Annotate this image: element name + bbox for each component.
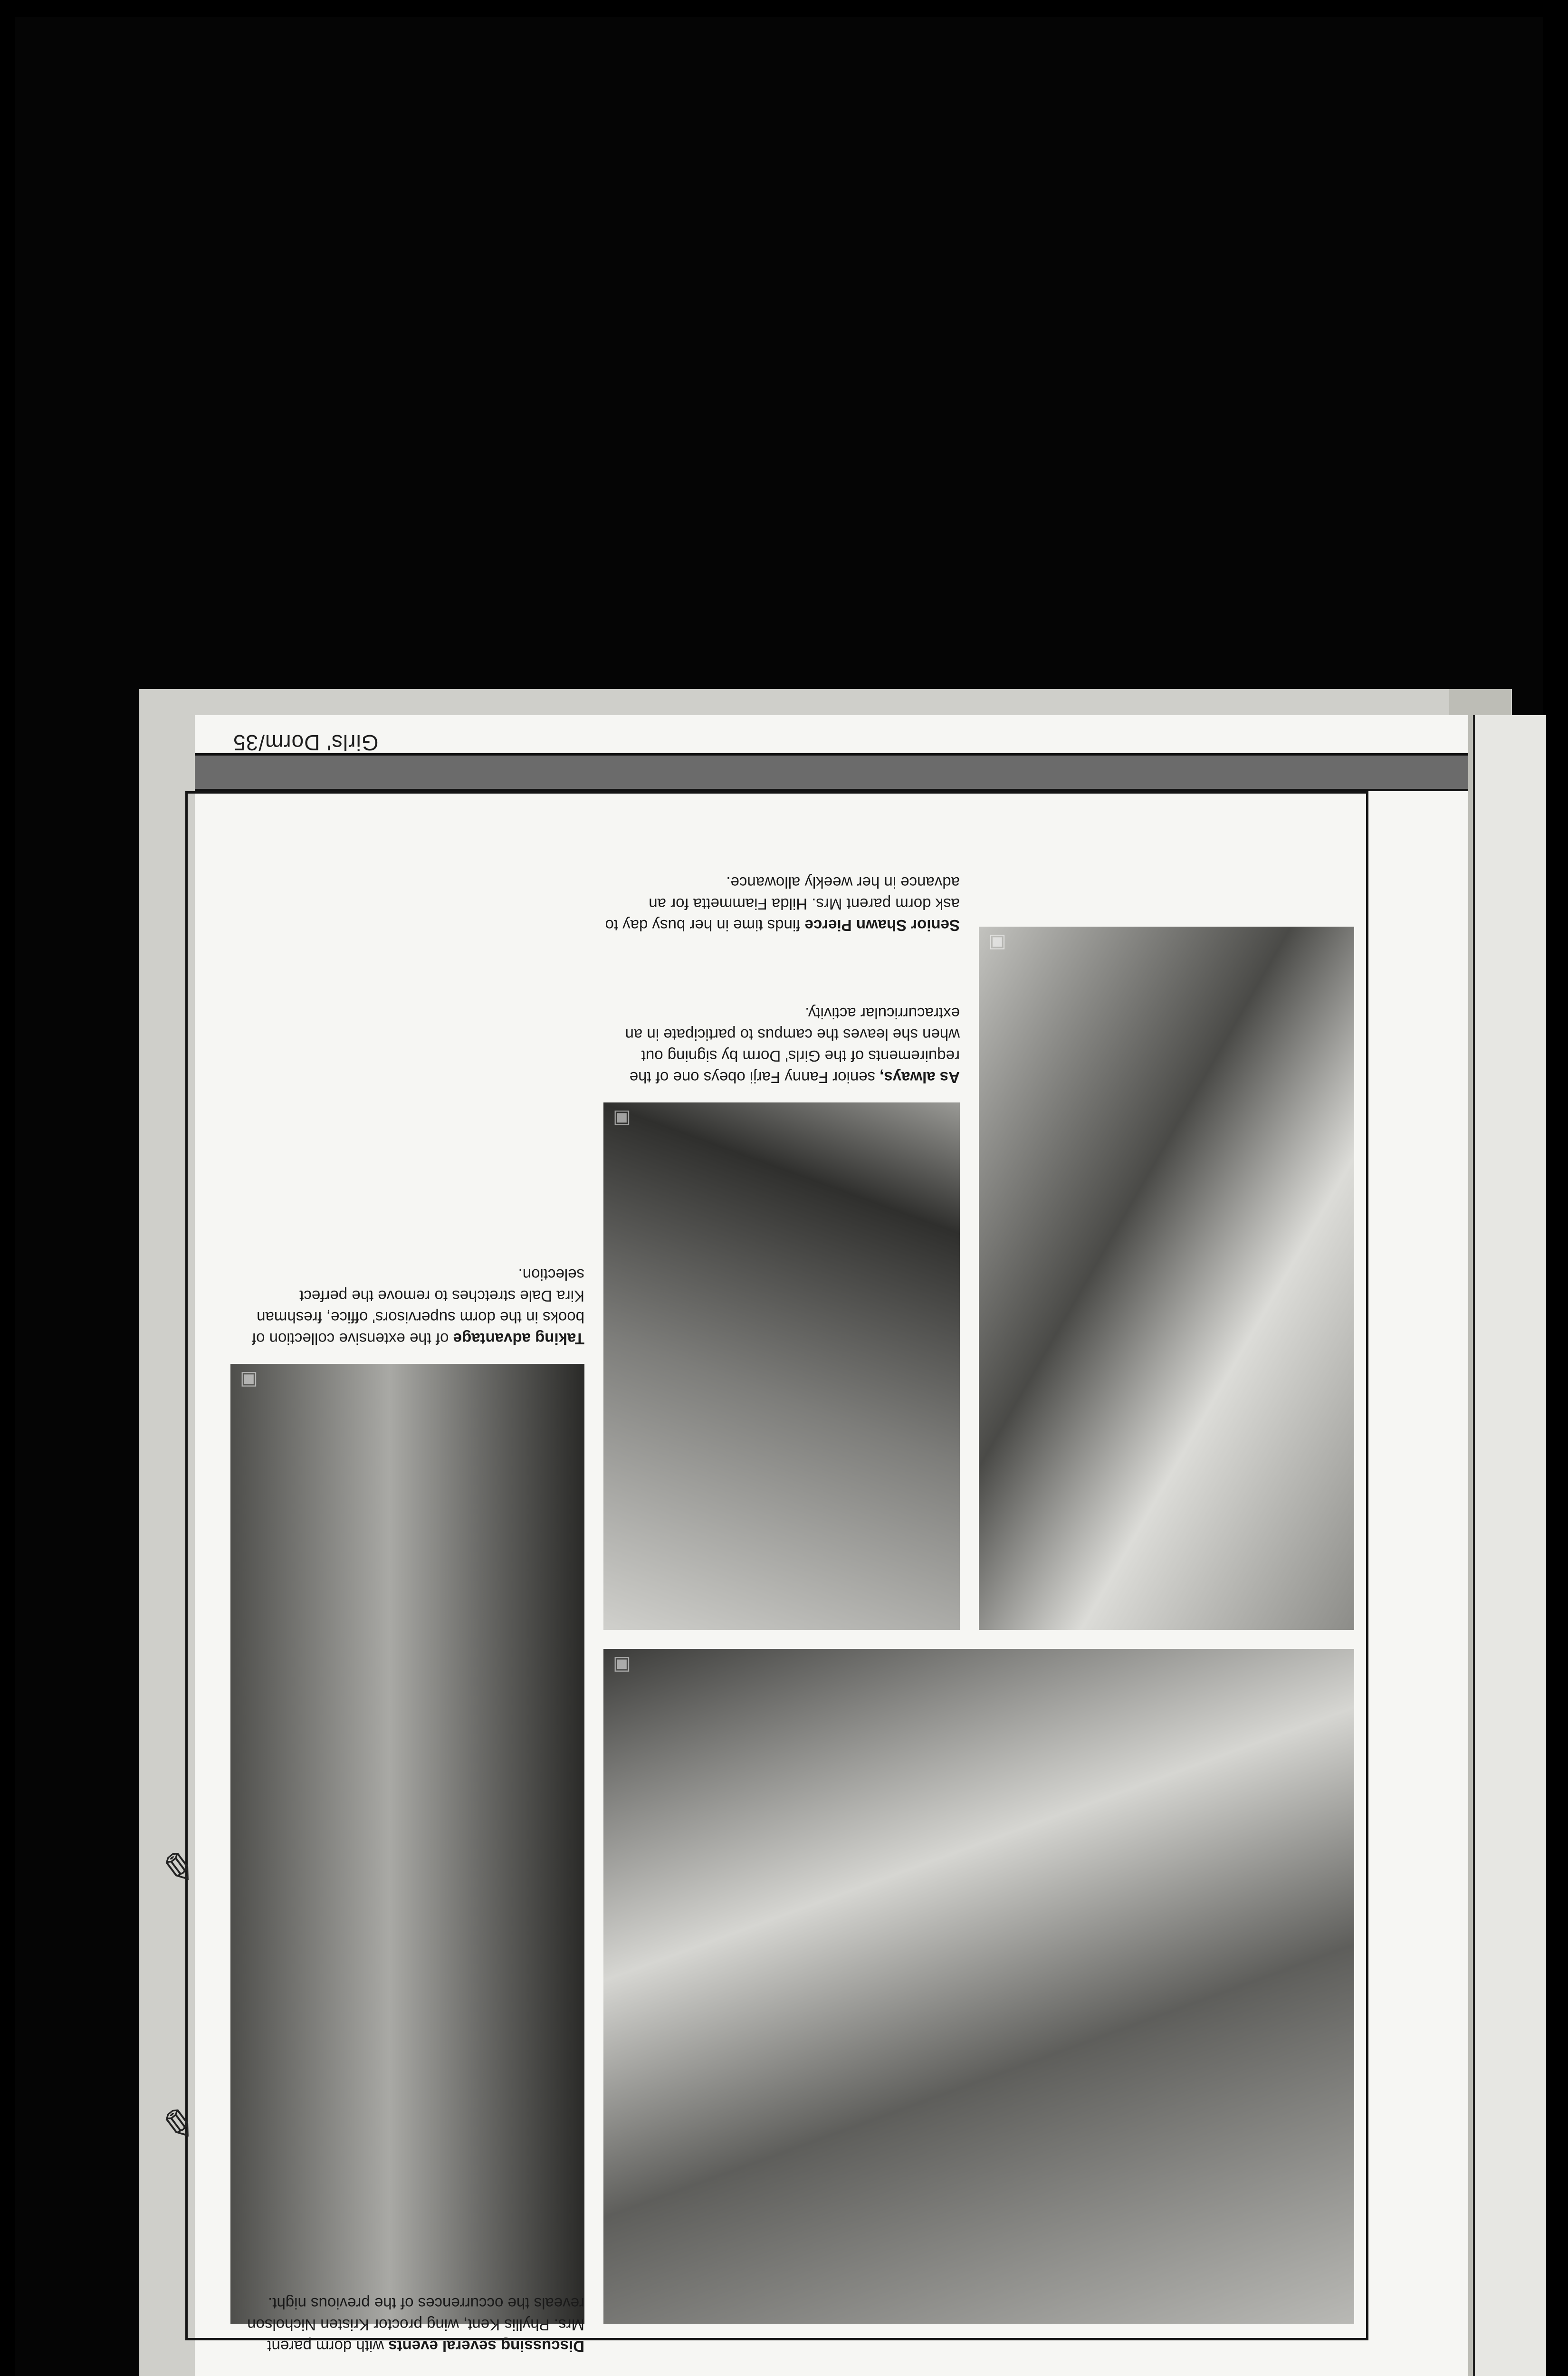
photo-icon: ▣ [613, 1655, 631, 1676]
handwriting-mark: ✎ [157, 1844, 193, 1894]
content-frame [185, 791, 1368, 2355]
facing-page-gutter [1473, 715, 1546, 2376]
caption-text: senior Fanny Farji obeys one of the requirements of the Girls' Dorm by signing out when she leaves the campus to participate in an extracurricular activity. [625, 1005, 960, 1086]
photo-icon: ▣ [988, 933, 1006, 954]
photo-senior-shawn [979, 927, 1354, 1630]
caption-lead: As always, [880, 1069, 960, 1086]
photo-icon: ▣ [240, 1370, 258, 1391]
photo-icon: ▣ [613, 1109, 631, 1130]
photo-taking-advantage [230, 1364, 584, 2324]
photo-discussing [603, 1649, 1354, 2324]
caption-lead: Senior Shawn Pierce [804, 917, 960, 934]
yearbook-page [195, 715, 1468, 2376]
page-folio: Girls' Dorm/35 [233, 730, 379, 755]
photo-as-always [603, 1102, 960, 1630]
caption-text: of the extensive collection of books in the dorm supervisors' office, freshman Kira Dale stretches to remove the perfect selection. [251, 1266, 584, 1348]
handwriting-mark: ✎ [157, 2100, 193, 2150]
caption-taking-advantage [238, 1264, 584, 1350]
caption-lead: Taking advantage [453, 1330, 584, 1348]
caption-as-always [603, 1003, 960, 1088]
caption-senior-shawn [603, 872, 960, 936]
caption-lead: Discussing several events [388, 2338, 584, 2355]
rotated-page-content [195, 715, 1468, 2376]
caption-discussing [238, 2293, 584, 2357]
header-band [195, 753, 1468, 791]
caption-text: with dorm parent Mrs. Phyllis Kent, wing proctor Kristen Nicholson reveals the occurrences of the previous night. [247, 2295, 584, 2355]
caption-text: finds time in her busy day to ask dorm parent Mrs. Hilda Fiammetta for an advance in her weekly allowance. [605, 874, 960, 934]
